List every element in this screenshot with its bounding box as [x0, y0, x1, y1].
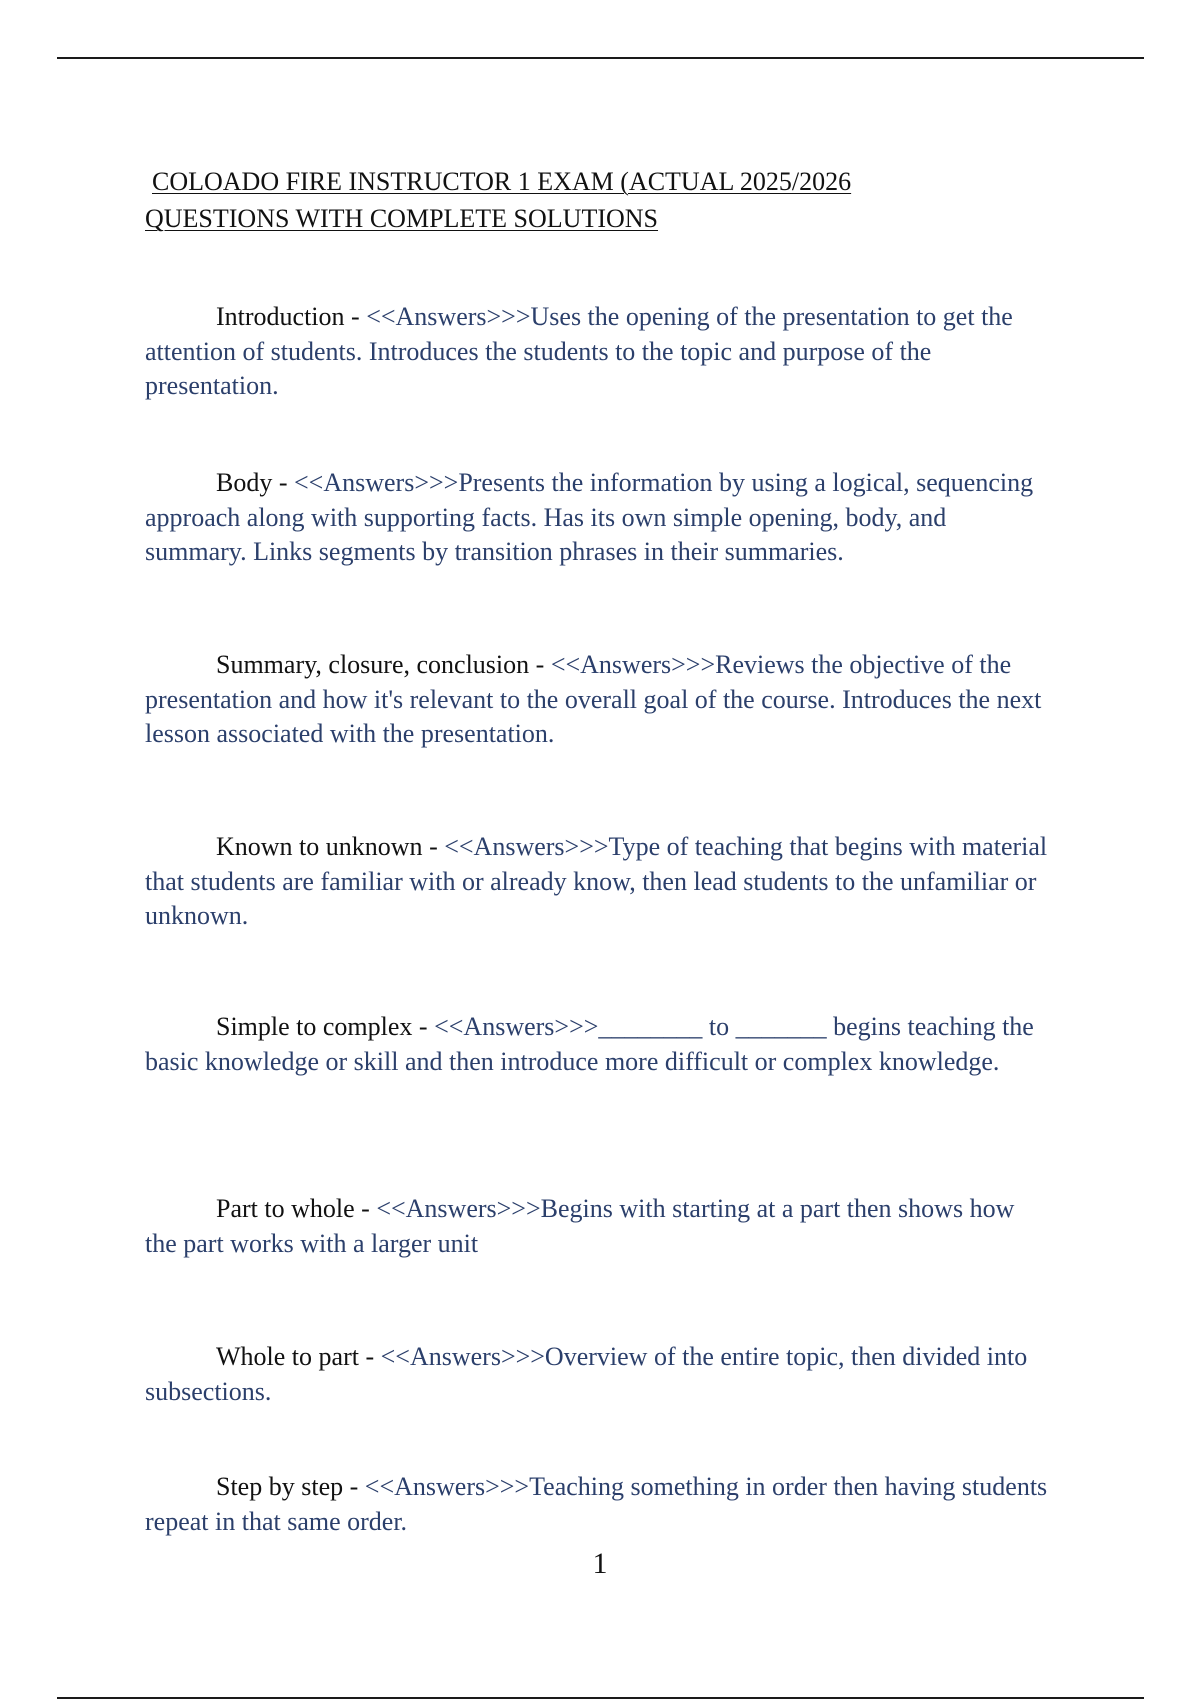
top-rule	[57, 57, 1144, 59]
qa-answer: <<Answers>>>Begins with starting at a part then shows how the part works with a larger unit	[145, 1194, 1015, 1258]
page-number: 1	[592, 1547, 608, 1580]
qa-answer: <<Answers>>>Uses the opening of the presentation to get the attention of students. Introduces the students to the topic and purpose of the presentation.	[145, 302, 1013, 400]
qa-term: Summary, closure, conclusion	[216, 650, 530, 679]
qa-term: Known to unknown	[216, 832, 423, 861]
qa-term: Step by step	[216, 1472, 344, 1501]
qa-item-introduction	[145, 300, 1050, 404]
document-title	[145, 163, 965, 237]
qa-separator: -	[343, 1472, 365, 1501]
qa-answer: <<Answers>>>Presents the information by using a logical, sequencing approach along with supporting facts. Has its own simple opening, body, and summary. Links segments by transition phrases in their summaries.	[145, 468, 1034, 566]
qa-separator: -	[358, 1342, 381, 1371]
qa-item-part-to-whole	[145, 1192, 1050, 1261]
qa-term: Part to whole	[216, 1194, 355, 1223]
qa-item-body	[145, 466, 1050, 570]
qa-answer: <<Answers>>>________ to _______ begins teaching the basic knowledge or skill and then introduce more difficult or complex knowledge.	[145, 1012, 1034, 1076]
qa-answer: <<Answers>>>Overview of the entire topic, then divided into subsections.	[145, 1342, 1028, 1406]
qa-separator: -	[272, 468, 295, 497]
qa-term: Introduction	[216, 302, 345, 331]
qa-answer: <<Answers>>>Type of teaching that begins with material that students are familiar with or already know, then lead students to the unfamiliar or unknown.	[145, 832, 1048, 930]
qa-term: Body	[216, 468, 273, 497]
qa-item-whole-to-part	[145, 1340, 1050, 1409]
qa-answer: <<Answers>>>Reviews the objective of the presentation and how it's relevant to the overall goal of the course. Introduces the next lesson associated with the presentation.	[145, 650, 1042, 748]
qa-item-step-by-step	[145, 1470, 1050, 1539]
qa-item-simple-to-complex	[145, 1010, 1050, 1079]
bottom-rule	[57, 1697, 1144, 1699]
qa-item-known-to-unknown	[145, 830, 1050, 934]
qa-item-summary	[145, 648, 1050, 752]
qa-term: Simple to complex	[216, 1012, 413, 1041]
qa-separator: -	[422, 832, 445, 861]
qa-term: Whole to part	[216, 1342, 359, 1371]
qa-separator: -	[529, 650, 551, 679]
qa-answer: <<Answers>>>Teaching something in order then having students repeat in that same order.	[145, 1472, 1048, 1536]
qa-separator: -	[344, 302, 367, 331]
qa-separator: -	[412, 1012, 435, 1041]
qa-separator: -	[354, 1194, 377, 1223]
title-line-1: COLOADO FIRE INSTRUCTOR 1 EXAM (ACTUAL 2025/2026	[152, 167, 852, 196]
title-line-2: QUESTIONS WITH COMPLETE SOLUTIONS	[145, 204, 659, 233]
